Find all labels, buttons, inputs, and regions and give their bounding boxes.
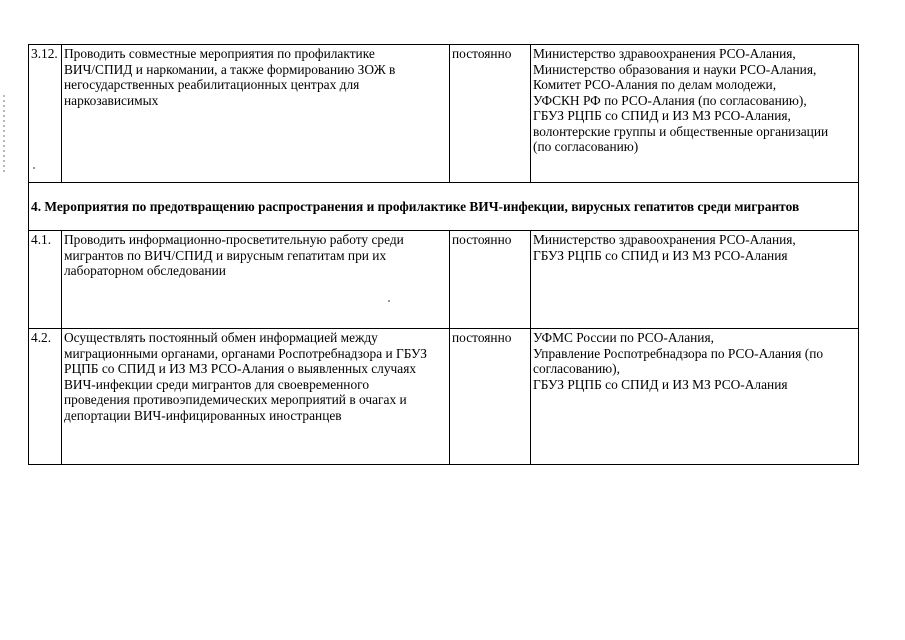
text-line: мигрантов по ВИЧ/СПИД и вирусным гепатитам при их bbox=[64, 247, 387, 263]
text-line: Министерство здравоохранения РСО-Алания, bbox=[533, 232, 796, 247]
item-term: постоянно bbox=[450, 45, 531, 183]
item-number: 4.1. bbox=[29, 231, 62, 329]
item-responsible bbox=[531, 231, 859, 329]
item-responsible bbox=[531, 45, 859, 183]
text-line: Министерство здравоохранения РСО-Алания, bbox=[533, 46, 796, 61]
text-line: проведения противоэпидемических мероприятий в очагах и bbox=[64, 392, 407, 407]
text-line: лабораторном обследовании bbox=[64, 263, 226, 278]
text-line: УФСКН РФ по РСО-Алания (по согласованию), bbox=[533, 92, 807, 108]
item-description bbox=[62, 231, 450, 329]
text-line: Осуществлять постоянный обмен информацией между bbox=[64, 330, 378, 345]
text-line: ВИЧ-инфекции среди мигрантов для своевременного bbox=[64, 376, 370, 392]
measures-table bbox=[28, 44, 859, 465]
text-line: наркозависимых bbox=[64, 92, 159, 108]
table-row bbox=[29, 231, 859, 329]
table-row bbox=[29, 45, 859, 183]
item-number: 3.12. bbox=[29, 45, 62, 183]
text-line: негосударственных реабилитационных центрах для bbox=[64, 77, 360, 92]
text-line: УФМС России по РСО-Алания, bbox=[533, 330, 714, 345]
section-title: 4. Мероприятия по предотвращению распространения и профилактике ВИЧ-инфекции, вирусных гепатитов среди мигрантов bbox=[29, 183, 859, 231]
text-line: РЦПБ со СПИД и ИЗ МЗ РСО-Алания о выявленных случаях bbox=[64, 361, 417, 376]
table-row bbox=[29, 329, 859, 465]
section-heading-row bbox=[29, 183, 859, 231]
item-responsible bbox=[531, 329, 859, 465]
text-line: Управление Роспотребнадзора по РСО-Алания (по bbox=[533, 345, 824, 361]
text-line: волонтерские группы и общественные организации bbox=[533, 123, 829, 139]
text-line: Комитет РСО-Алания по делам молодежи, bbox=[533, 77, 777, 92]
item-number: 4.2. bbox=[29, 329, 62, 465]
text-line: ГБУЗ РЦПБ со СПИД и ИЗ МЗ РСО-Алания bbox=[533, 376, 788, 392]
text-line: миграционными органами, органами Роспотребнадзора и ГБУЗ bbox=[64, 345, 428, 361]
text-line: депортации ВИЧ-инфицированных иностранцев bbox=[64, 407, 342, 423]
text-line: ГБУЗ РЦПБ со СПИД и ИЗ МЗ РСО-Алания bbox=[533, 247, 788, 263]
item-description bbox=[62, 329, 450, 465]
text-line: Проводить информационно-просветительную работу среди bbox=[64, 232, 404, 247]
item-term: постоянно bbox=[450, 231, 531, 329]
text-line: (по согласованию) bbox=[533, 139, 639, 154]
text-line: согласованию), bbox=[533, 361, 620, 376]
item-term: постоянно bbox=[450, 329, 531, 465]
text-line: ГБУЗ РЦПБ со СПИД и ИЗ МЗ РСО-Алания, bbox=[533, 108, 791, 123]
text-line: Проводить совместные мероприятия по профилактике bbox=[64, 46, 375, 61]
scan-edge-mark bbox=[3, 95, 5, 175]
text-line: ВИЧ/СПИД и наркомании, а также формированию ЗОЖ в bbox=[64, 61, 396, 77]
text-line: Министерство образования и науки РСО-Алания, bbox=[533, 61, 817, 77]
item-description bbox=[62, 45, 450, 183]
